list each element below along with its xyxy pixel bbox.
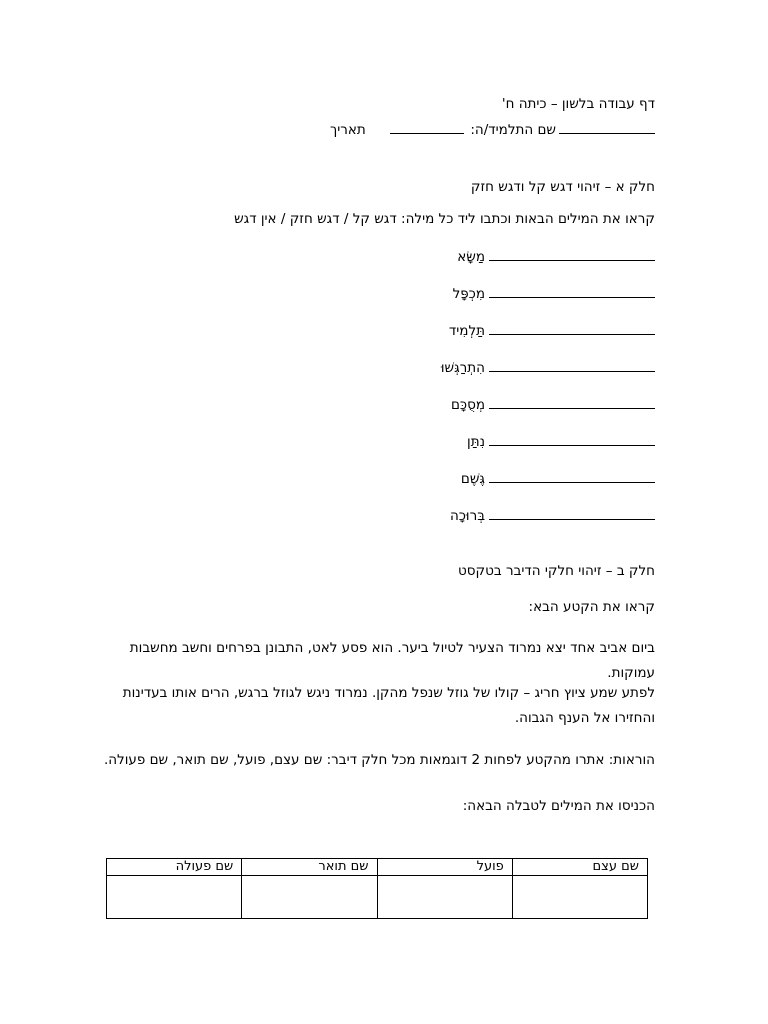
answer-line[interactable] [489,357,655,372]
answer-line[interactable] [489,320,655,335]
word: גֶּשֶׁם [460,471,485,487]
table-header-noun: שם עצם [512,859,647,876]
word-row [453,283,655,302]
read-prompt: קראו את הקטע הבא: [528,599,655,615]
parts-of-speech-table [106,858,648,919]
word-row [441,357,655,376]
answer-line[interactable] [489,246,655,261]
word-row [450,505,655,524]
word: נִתַּן [467,434,485,450]
table-prompt: הכניסו את המילים לטבלה הבאה: [462,798,655,814]
word: הִתְרַגְּשׁוּ [440,360,485,376]
word: מִכְפָּל [452,286,485,302]
word-row [461,468,655,487]
student-name-line[interactable] [559,121,655,134]
table-header-verb: פועל [377,859,512,876]
table-header-gerund: שם פעולה [107,859,242,876]
table-header-adjective: שם תואר [242,859,377,876]
word-row [451,394,655,413]
answer-line[interactable] [489,505,655,520]
table-cell-adjective[interactable] [242,876,377,919]
student-info-row [330,121,655,138]
word-row [467,431,655,450]
answer-line[interactable] [489,394,655,409]
part-a-heading: חלק א – זיהוי דגש קל ודגש חזק [470,179,655,195]
word-row [449,320,655,339]
word: תַּלְמִיד [448,323,485,339]
page-title: דף עבודה בלשון – כיתה ח' [501,96,655,112]
part-b-heading: חלק ב – זיהוי חלקי הדיבר בטקסט [458,563,655,579]
word: מְסֻכָּם [450,397,485,413]
passage-paragraph-2: לפתע שמע ציוץ חריג – קולו של גוזל שנפל מהקן. נמרוד ניגש לגוזל ברגש, הרים אותו בעדינות והחזירו אל הענף הגבוה. [122,685,655,726]
word-row [457,246,655,265]
table-cell-noun[interactable] [512,876,647,919]
word: מַשָּׂא [457,249,485,265]
word: בְּרוּכָה [449,508,485,524]
table-cell-verb[interactable] [377,876,512,919]
instructions-text: הוראות: אתרו מהקטע לפחות 2 דוגמאות מכל חלק דיבר: שם עצם, פועל, שם תואר, שם פעולה. [103,752,655,768]
answer-line[interactable] [489,431,655,446]
table-cell-gerund[interactable] [107,876,242,919]
date-label: תאריך [329,122,366,138]
student-name-label: שם התלמיד/ה: [470,122,556,138]
date-line[interactable] [390,121,464,134]
answer-line[interactable] [489,283,655,298]
passage-paragraph-1: ביום אביב אחד יצא נמרוד הצעיר לטיול ביער. הוא פסע לאט, התבונן בפרחים וחשב מחשבות עמוקות. [129,640,655,681]
answer-line[interactable] [489,468,655,483]
part-a-instruction: קראו את המילים הבאות וכתבו ליד כל מילה: דגש קל / דגש חזק / אין דגש [234,211,655,227]
